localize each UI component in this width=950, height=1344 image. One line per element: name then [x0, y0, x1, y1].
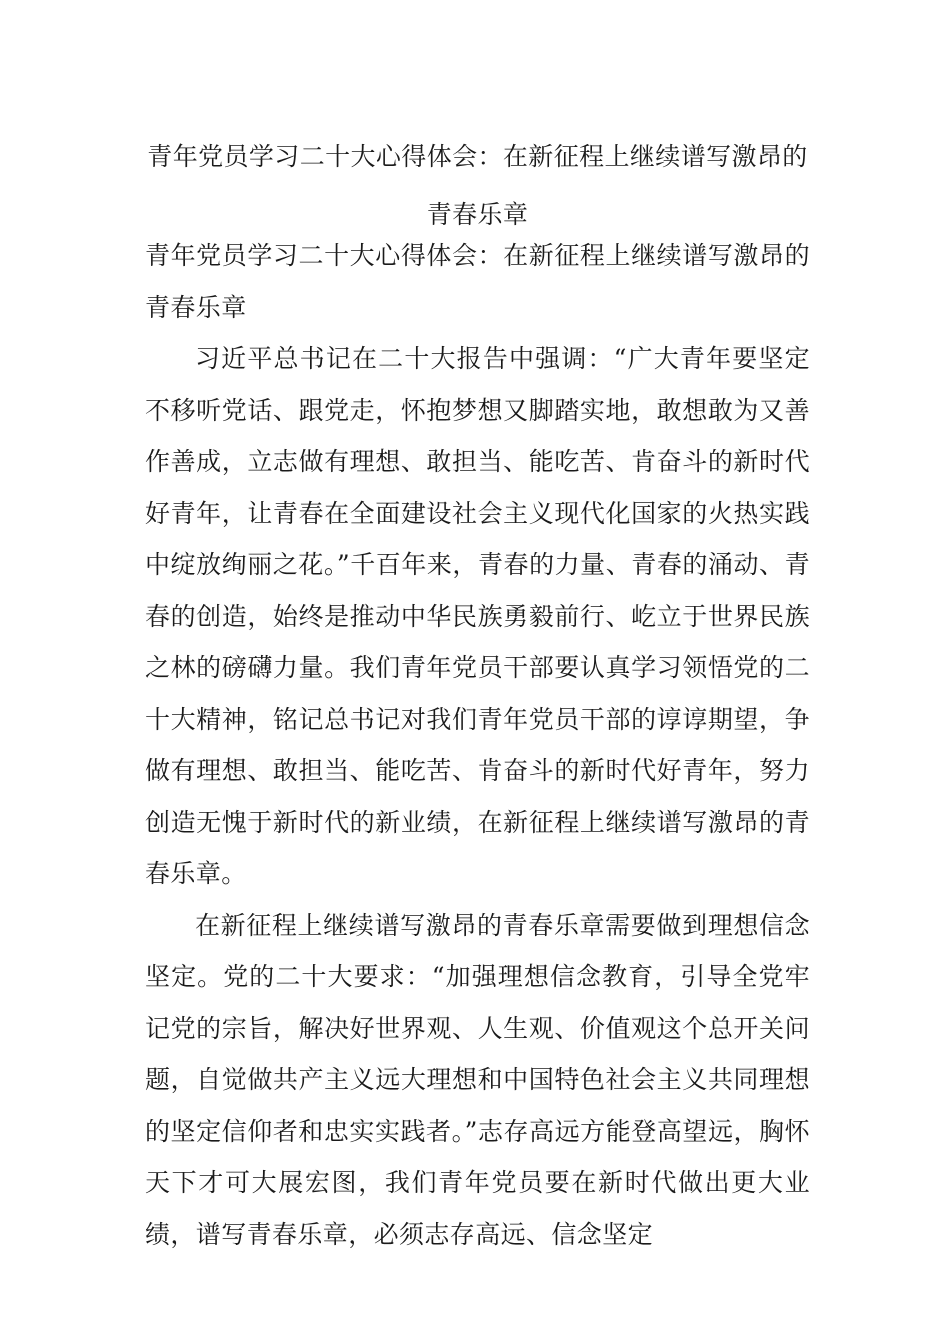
repeated-title-paragraph: 青年党员学习二十大心得体会：在新征程上继续谱写激昂的青春乐章 — [145, 241, 810, 322]
document-title: 青年党员学习二十大心得体会：在新征程上继续谱写激昂的青春乐章 — [147, 142, 808, 229]
body-paragraph-2: 在新征程上继续谱写激昂的青春乐章需要做到理想信念坚定。党的二十大要求：“加强理想信念教育，引导全党牢记党的宗旨，解决好世界观、人生观、价值观这个总开关问题，自觉做共产主义远大理想和中国特色社会主义共同理想的坚定信仰者和忠实实践者。”志存高远方能登高望远，胸怀天下才可大展宏图，我们青年党员要在新时代做出更大业绩，谱写青春乐章，必须志存高远、信念坚定 — [145, 910, 810, 1249]
document-body — [145, 230, 810, 1260]
body-paragraph-1: 习近平总书记在二十大报告中强调：“广大青年要坚定不移听党话、跟党走，怀抱梦想又脚踏实地，敢想敢为又善作善成，立志做有理想、敢担当、能吃苦、肯奋斗的新时代好青年，让青春在全面建设社会主义现代化国家的火热实践中绽放绚丽之花。”千百年来，青春的力量、青春的涌动、青春的创造，始终是推动中华民族勇毅前行、屹立于世界民族之林的磅礴力量。我们青年党员干部要认真学习领悟党的二十大精神，铭记总书记对我们青年党员干部的谆谆期望，争做有理想、敢担当、能吃苦、肯奋斗的新时代好青年，努力创造无愧于新时代的新业绩，在新征程上继续谱写激昂的青春乐章。 — [145, 344, 810, 888]
